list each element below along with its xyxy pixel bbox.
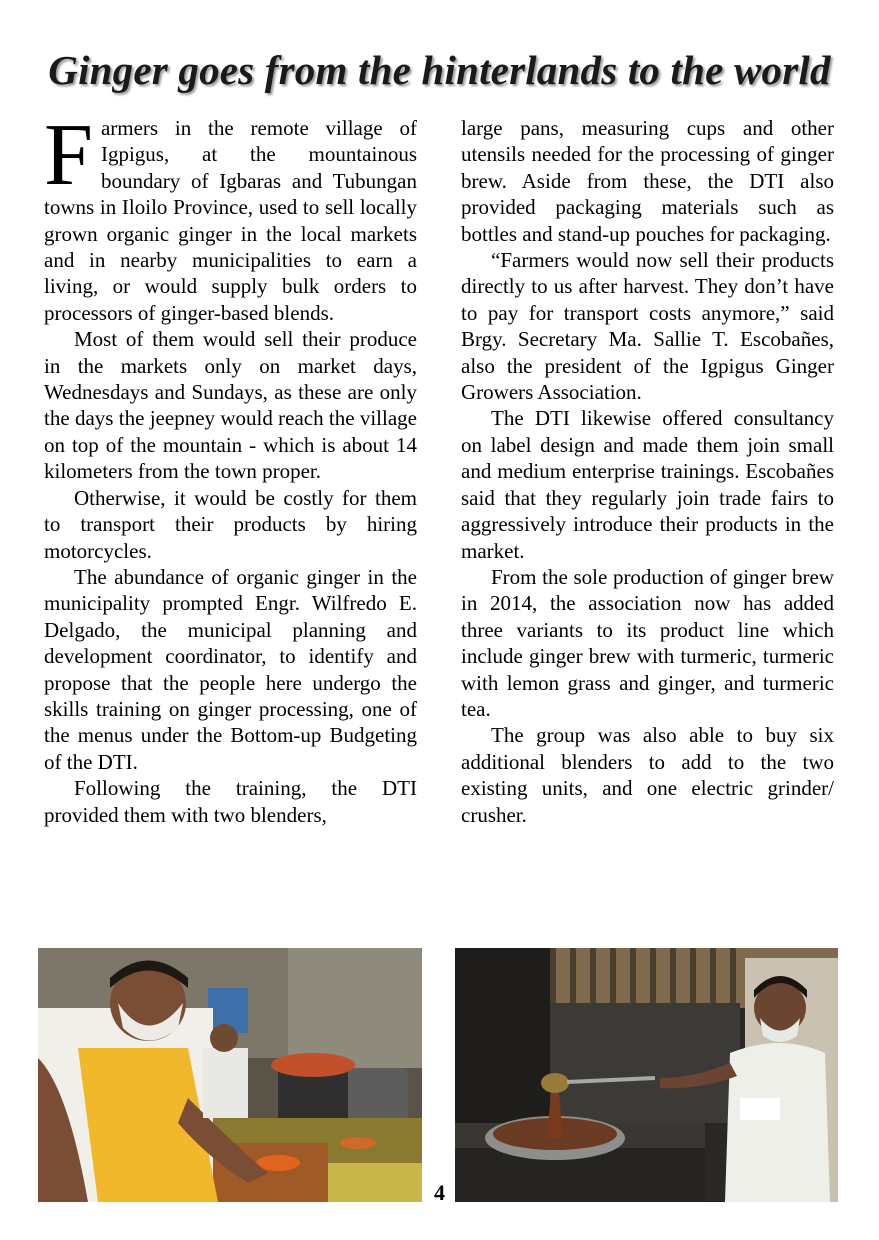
paragraph: Most of them would sell their produce in the markets only on market days, Wednesdays and Sundays, as these are only the days the jeepney would reach the village on top of the mountain - which is about 14 kilometers from the town proper. bbox=[44, 327, 417, 484]
paragraph: The DTI likewise offered consultancy on label design and made them join small and medium enterprise trainings. Escobañes said that they regularly join trade fairs to aggressively introduce their products in the market. bbox=[461, 406, 834, 563]
paragraph: “Farmers would now sell their products directly to us after harvest. They don’t have to pay for transport costs anymore,” said Brgy. Secretary Ma. Sallie T. Escobañes, also the president of the Igpigus Ginger Growers Association. bbox=[461, 248, 834, 405]
page-number: 4 bbox=[434, 1180, 445, 1205]
left-column bbox=[44, 107, 417, 828]
article-title: Ginger goes from the hinterlands to the world bbox=[48, 47, 831, 93]
paragraph: From the sole production of ginger brew in 2014, the association now has added three variants to its product line which include ginger brew with turmeric, turmeric with lemon grass and ginger, and turmeric tea. bbox=[461, 564, 834, 721]
photo-ginger-slicing bbox=[38, 948, 422, 1202]
paragraph: large pans, measuring cups and other utensils needed for the processing of ginger brew. Aside from these, the DTI also provided packaging materials such as bottles and stand-up pouches for packaging. bbox=[461, 116, 834, 246]
paragraph: The abundance of organic ginger in the municipality prompted Engr. Wilfredo E. Delgado, the municipal planning and development coordinator, to identify and propose that the people here undergo the skills training on ginger processing, one of the menus under the Bottom-up Budgeting of the DTI. bbox=[44, 564, 417, 774]
paragraph bbox=[44, 107, 417, 326]
right-column bbox=[461, 115, 834, 828]
paragraph: Following the training, the DTI provided them with two blenders, bbox=[44, 776, 417, 827]
paragraph-text: armers in the remote village of Igpigus, at the mountainous boundary of Igbaras and Tubungan towns in Iloilo Province, used to sell locally grown organic ginger in the local markets and in nearby municipalities to earn a living, or would supply bulk orders to processors of ginger-based blends. bbox=[44, 116, 417, 325]
photo-ginger-brew-cooking bbox=[455, 948, 838, 1202]
paragraph: The group was also able to buy six additional blenders to add to the two existing units, and one electric grinder/ crusher. bbox=[461, 723, 834, 827]
drop-cap: F bbox=[44, 107, 93, 204]
paragraph: Otherwise, it would be costly for them to transport their products by hiring motorcycles. bbox=[44, 485, 417, 563]
